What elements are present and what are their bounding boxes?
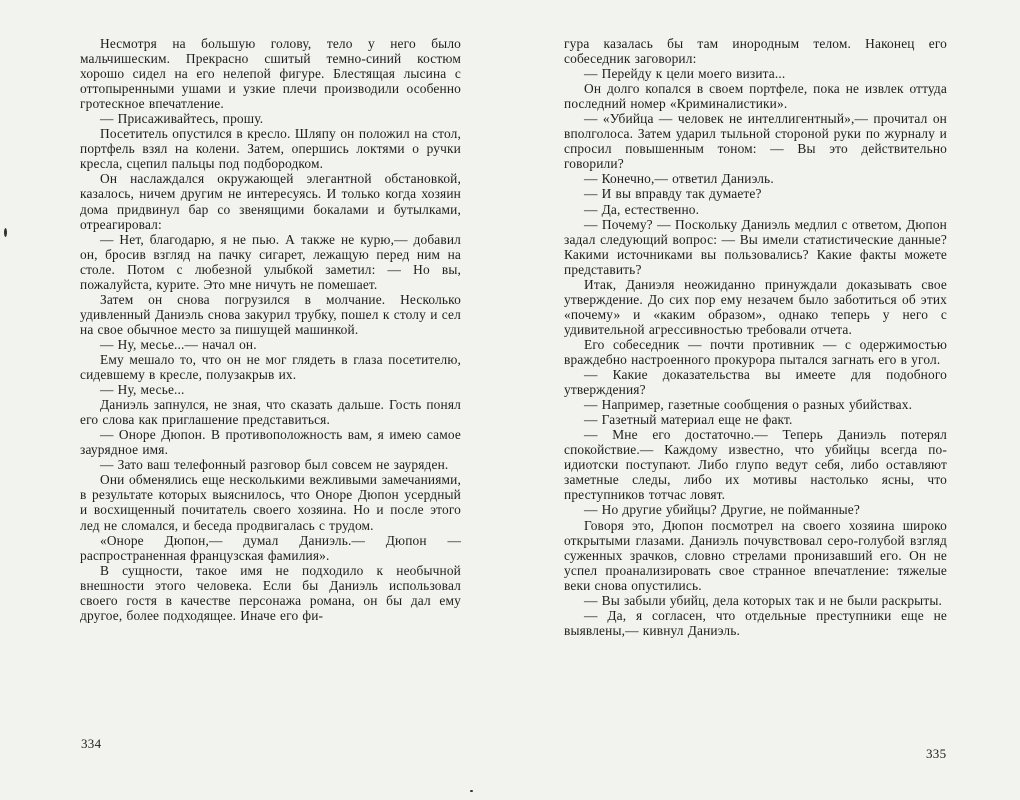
paragraph: Он долго копался в своем портфеле, пока не извлек оттуда последний номер «Криминалистики». — [564, 81, 947, 112]
paragraph: — Перейду к цели моего визита... — [584, 66, 786, 82]
paragraph: — Газетный материал еще не факт. — [584, 412, 793, 428]
paragraph: Он наслаждался окружающей элегантной обстановкой, казалось, ничем другим не интересуясь. И только когда хозяин дома придвинул бар со звенящими бокалами и бутылками, отреагировал: — [80, 171, 461, 232]
left-page — [80, 36, 461, 623]
paragraph: Ему мешало то, что он не мог глядеть в глаза посетителю, сидевшему в кресле, полузакрыв их. — [80, 351, 461, 383]
paragraph: «Оноре Дюпон,— думал Даниэль.— Дюпон — распространенная французская фамилия». — [80, 532, 461, 563]
paragraph: — Присаживайтесь, прошу. — [100, 111, 264, 127]
paragraph: — Почему? — Поскольку Даниэль медлил с ответом, Дюпон задал следующий вопрос: — Вы имели статистические данные? Какими источниками вы пользовались? Какие факты можете представить? — [564, 216, 947, 277]
paragraph: Они обменялись еще несколькими вежливыми замечаниями, в результате которых выяснилось, что Оноре Дюпон усердный и восхищенный почитатель своего хозяина. Но и после этого лед не сломался, и беседа продвигалась с трудом. — [80, 472, 461, 533]
paragraph: — Вы забыли убийц, дела которых так и не были раскрыты. — [584, 592, 942, 608]
paragraph: — И вы вправду так думаете? — [584, 186, 762, 202]
paragraph: — Зато ваш телефонный разговор был совсем не зауряден. — [100, 457, 449, 473]
paragraph: — Нет, благодарю, я не пью. А также не курю,— добавил он, бросив взгляд на пачку сигарет, лежащую перед ним на столе. Потом с любезной улыбкой заметил: — Но вы, пожалуйста, курите. Это мне ничуть не помешает. — [80, 231, 461, 292]
paragraph: Затем он снова погрузился в молчание. Несколько удивленный Даниэль снова закурил трубку, пошел к столу и сел на свое обычное место за пишущей машинкой. — [80, 291, 461, 337]
paragraph: — «Убийца — человек не интеллигентный»,— прочитал он вполголоса. Затем ударил тыльной стороной руки по журналу и спросил повышенным тоном: — Вы это действительно говорили? — [564, 111, 947, 172]
paragraph: — Да, естественно. — [584, 201, 700, 217]
paragraph: В сущности, такое имя не подходило к необычной внешности этого человека. Если бы Даниэль использовал своего гостя в качестве персонажа романа, он бы дал ему другое, более подходящее. Иначе его фи- — [80, 562, 461, 623]
paragraph: — Конечно,— ответил Даниэль. — [584, 171, 774, 187]
paragraph: — Ну, месье...— начал он. — [100, 336, 257, 352]
paragraph: Несмотря на большую голову, тело у него было мальчишеским. Прекрасно сшитый темно-синий костюм хорошо сидел на его нелепой фигуре. Блестящая лысина с оттопыренными ушами и узкие плечи производили особенно гротескное впечатление. — [80, 36, 461, 112]
paragraph-continuation: гура казалась бы там инородным телом. Наконец его собеседник заговорил: — [564, 36, 947, 67]
paragraph: Посетитель опустился в кресло. Шляпу он положил на стол, портфель взял на колени. Затем, опершись локтями о ручки кресла, сцепил пальцы под подбородком. — [80, 126, 461, 172]
paragraph: — Какие доказательства вы имеете для подобного утверждения? — [564, 367, 947, 398]
page-number-left: 334 — [81, 736, 102, 751]
paragraph: — Например, газетные сообщения о разных убийствах. — [584, 397, 913, 413]
paragraph: Даниэль запнулся, не зная, что сказать дальше. Гость понял его слова как приглашение представиться. — [80, 397, 461, 428]
paragraph: Его собеседник — почти противник — с одержимостью враждебно настроенного прокурора пытался загнать его в угол. — [564, 336, 947, 367]
paragraph: Говоря это, Дюпон посмотрел на своего хозяина широко открытыми глазами. Даниэль почувствовал серо-голубой взгляд суженных зрачков, словно стрелами пронизавший его. Он не успел проанализировать свое странное впечатление: тяжелые веки снова опустились. — [564, 517, 947, 593]
page-number-right: 335 — [926, 746, 947, 761]
paragraph: — Ну, месье... — [100, 382, 185, 398]
paragraph: Итак, Даниэля неожиданно принуждали доказывать свое утверждение. До сих пор ему незачем было заботиться об этих «почему» и «каким образом», однако теперь у него с удивительной агрессивностью требовали отчета. — [564, 276, 947, 337]
scan-speck — [4, 228, 7, 237]
paragraph: — Но другие убийцы? Другие, не пойманные? — [584, 502, 860, 518]
paragraph: — Мне его достаточно.— Теперь Даниэль потерял спокойствие.— Каждому известно, что убийцы всегда по-идиотски поступают. Либо глупо ведут себя, либо оставляют заметные следы, либо их мотивы настолько ясны, что преступников тотчас ловят. — [564, 427, 947, 503]
paragraph: — Да, я согласен, что отдельные преступники еще не выявлены,— кивнул Даниэль. — [564, 607, 947, 638]
scan-speck — [470, 790, 473, 792]
right-page — [564, 36, 947, 638]
paragraph: — Оноре Дюпон. В противоположность вам, я имею самое заурядное имя. — [80, 427, 461, 458]
